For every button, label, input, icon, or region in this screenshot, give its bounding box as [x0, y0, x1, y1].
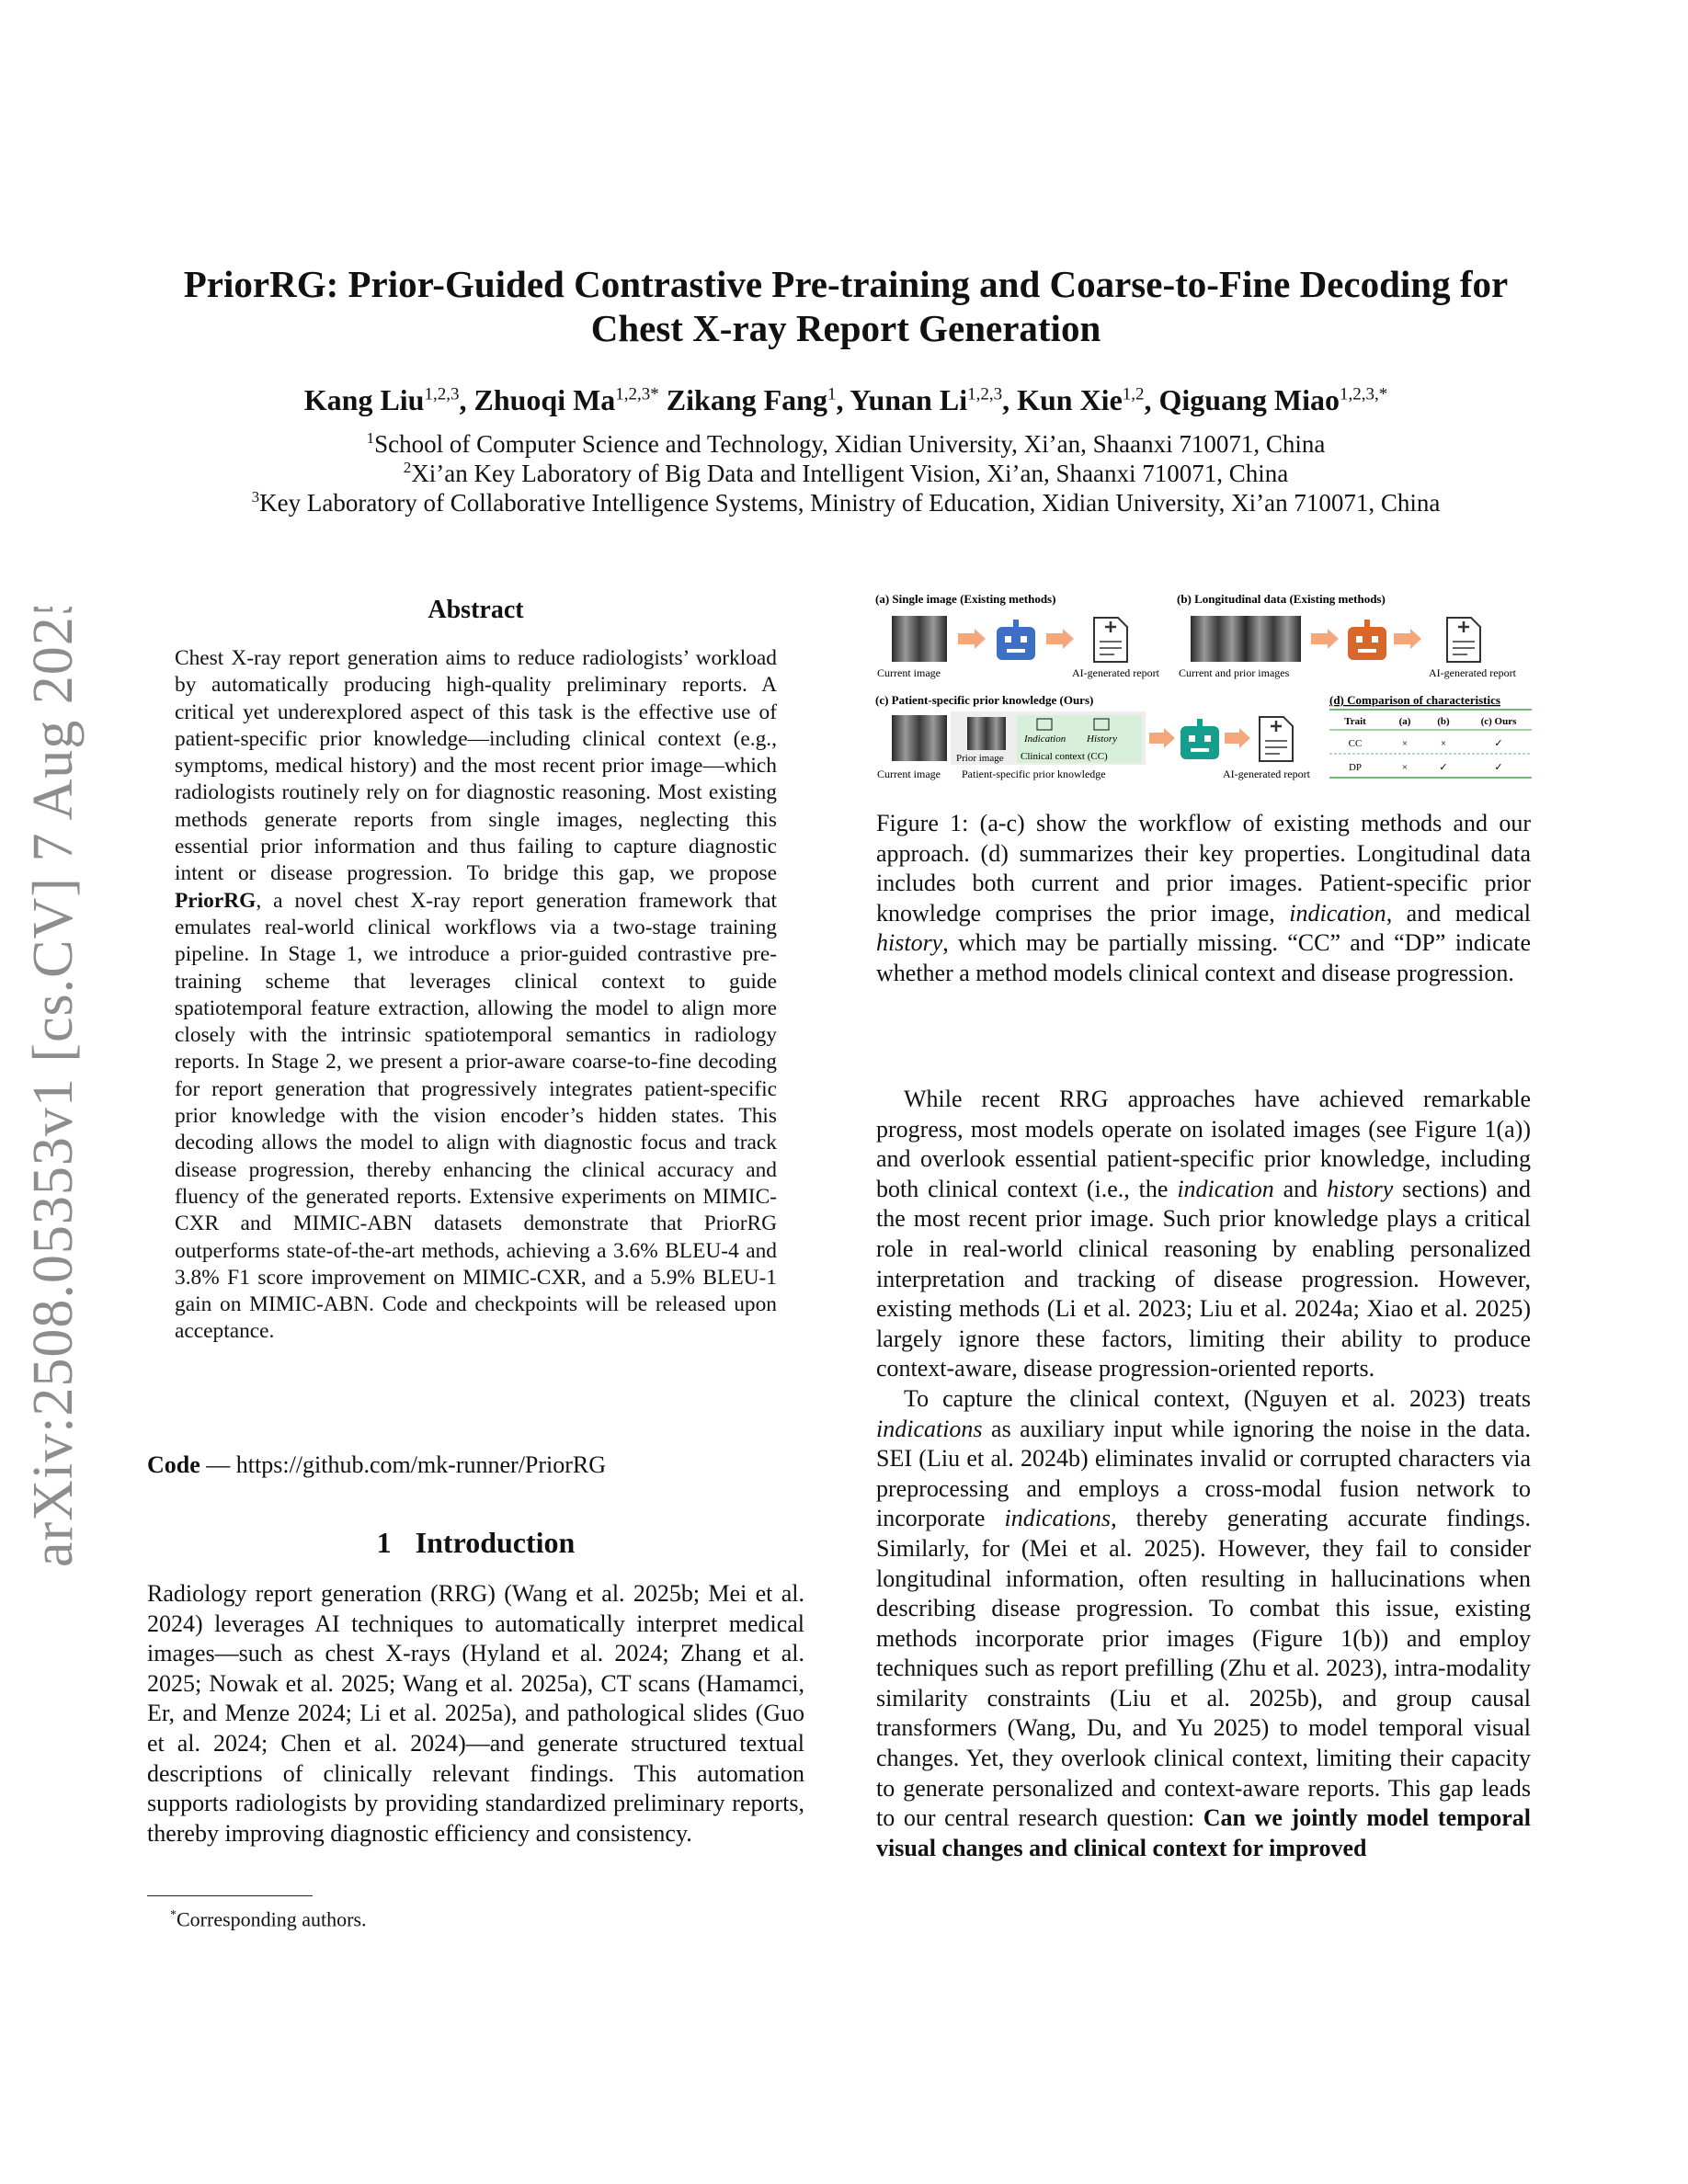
code-link-line — [147, 1450, 809, 1480]
caption-text: Figure 1: (a-c) show the workflow of existing methods and our approach. (d) summarizes their key properties. Longitudinal data includes both current and prior images. Patient-specific prior knowledge comprises the prior image, — [876, 810, 1531, 927]
current-image-label: Current image — [877, 666, 941, 679]
footnote — [170, 1903, 367, 1932]
author-affil-mark: 1 — [827, 384, 837, 404]
footnote-text: Corresponding authors. — [177, 1907, 367, 1931]
italic-term: indications — [1004, 1505, 1112, 1532]
prior-xray-image — [967, 717, 1006, 750]
caption-italic: history — [876, 929, 943, 957]
section-title: Introduction — [415, 1526, 576, 1559]
arrow-icon — [1394, 629, 1421, 649]
affiliation-text: Key Laboratory of Collaborative Intelligence Systems, Ministry of Education, Xidian University, Xi’an 710071, China — [259, 489, 1441, 517]
text-run: To capture the clinical context, (Nguyen et al. 2023) treats — [904, 1384, 1531, 1412]
report-icon — [1094, 618, 1127, 662]
text-run: While recent RRG approaches have achieved remarkable progress, most models operate on isolated images (see Figure 1(a)) and overlook essential patient-specific prior knowledge, including both clinical context (i.e., the — [876, 1086, 1531, 1202]
author-name: Kang Liu — [303, 383, 425, 416]
panel-a-label: (a) Single image (Existing methods) — [875, 592, 1056, 606]
ai-report-label: AI-generated report — [1429, 666, 1516, 679]
arrow-icon — [1149, 728, 1175, 748]
affiliation-text: School of Computer Science and Technology, Xidian University, Xi’an, Shaanxi 710071, China — [374, 430, 1326, 458]
arxiv-stamp — [17, 607, 90, 1572]
affiliation-1 — [110, 429, 1581, 459]
title-line-1: PriorRG: Prior-Guided Contrastive Pre-training and Coarse-to-Fine Decoding for — [183, 263, 1509, 305]
arrow-icon — [1046, 629, 1074, 649]
author-separator: , — [459, 383, 474, 416]
author-name: Zikang Fang — [666, 383, 827, 416]
robot-icon — [1180, 719, 1219, 759]
abstract-text-part: Chest X-ray report generation aims to reduce radiologists’ workload by automatically producing high-quality preliminary reports. A critical yet underexplored aspect of this task is the effective use of patient-specific prior knowledge—including clinical context (e.g., symptoms, medical history) and the most recent prior image—which radiologists routinely rely on for diagnostic reasoning. Most existing methods generate reports from single images, neglecting this essential prior information and thus failing to capture diagnostic intent or disease progression. To bridge this gap, we propose — [175, 646, 777, 886]
footnote-rule — [147, 1895, 313, 1896]
table-cell: ✓ — [1494, 738, 1503, 749]
report-icon — [1260, 717, 1293, 761]
affiliation-mark: 1 — [366, 429, 375, 447]
author-list — [110, 381, 1581, 418]
history-label: History — [1087, 734, 1117, 745]
abstract-body — [175, 645, 777, 1346]
author-affil-mark: 1,2,3,* — [1339, 384, 1388, 404]
arrow-icon — [958, 629, 986, 649]
table-header: (a) — [1398, 716, 1411, 727]
prior-xray-image — [1246, 616, 1301, 662]
current-xray-image — [1191, 616, 1246, 662]
footnote-mark: * — [170, 1908, 177, 1922]
method-name: PriorRG — [175, 888, 257, 913]
affiliation-text: Xi’an Key Laboratory of Big Data and Intelligent Vision, Xi’an, Shaanxi 710071, China — [411, 460, 1289, 487]
text-run: sections) and the most recent prior image. Such prior knowledge plays a critical role in real-world clinical reasoning by enabling personalized interpretation and tracking of disease progression. However, existing methods (Li et al. 2023; Liu et al. 2024a; Xiao et al. 2025) largely ignore these factors, limiting their ability to produce context-aware, disease progression-oriented reports. — [876, 1175, 1532, 1382]
text-run: and — [1273, 1175, 1328, 1202]
author-name: Qiguang Miao — [1158, 383, 1340, 416]
report-icon — [1447, 618, 1480, 662]
table-cell: × — [1401, 738, 1409, 749]
current-xray-image — [892, 715, 947, 761]
robot-icon — [997, 620, 1035, 660]
author-affil-mark: 1,2,3 — [424, 384, 460, 404]
italic-term: history — [1327, 1175, 1394, 1202]
author-affil-mark: 1,2 — [1122, 384, 1145, 404]
figure-1 — [873, 590, 1535, 789]
panel-c-label: (c) Patient-specific prior knowledge (Ours) — [875, 693, 1094, 707]
figure-1-caption — [876, 809, 1531, 989]
research-question: Can we jointly model temporal visual changes and clinical context for improved — [876, 1804, 1531, 1861]
italic-term: indication — [1177, 1175, 1274, 1202]
ai-report-label: AI-generated report — [1223, 768, 1310, 780]
author-separator: , — [1002, 383, 1018, 416]
code-dash: — — [200, 1451, 236, 1478]
table-cell: ✓ — [1494, 762, 1503, 773]
intro-paragraph: Radiology report generation (RRG) (Wang et al. 2025b; Mei et al. 2024) leverages AI techniques to automatically interpret medical images—such as chest X-rays (Hyland et al. 2024; Zhang et al. 2025; Nowak et al. 2025; Wang et al. 2025a), CT scans (Hamamci, Er, and Menze 2024; Li et al. 2025a), and pathological slides (Guo et al. 2024; Chen et al. 2024)—and generate structured textual descriptions of clinically relevant findings. This automation supports radiologists by providing standardized preliminary reports, thereby improving diagnostic efficiency and consistency. — [147, 1580, 804, 1847]
code-label: Code — [147, 1451, 200, 1478]
table-header: Trait — [1344, 716, 1366, 727]
ai-report-label: AI-generated report — [1072, 666, 1159, 679]
text-run: as auxiliary input while ignoring the noise in the data. SEI (Liu et al. 2024b) eliminates invalid or corrupted characters via preprocessing and employs a cross-modal fusion network to incorporate — [876, 1415, 1531, 1532]
affiliation-mark: 2 — [403, 459, 412, 476]
table-cell: × — [1440, 738, 1447, 749]
author-separator: , — [1144, 383, 1159, 416]
code-url-link[interactable]: https://github.com/mk-runner/PriorRG — [235, 1451, 607, 1478]
table-cell: × — [1401, 762, 1409, 773]
panel-b-label: (b) Longitudinal data (Existing methods) — [1177, 592, 1386, 606]
clinical-context-label: Clinical context (CC) — [1021, 751, 1108, 762]
affiliation-mark: 3 — [251, 488, 260, 506]
italic-term: indications — [876, 1415, 983, 1442]
author-name: Yunan Li — [850, 383, 968, 416]
abstract-heading: Abstract — [428, 596, 524, 624]
panel-d-label: (d) Comparison of characteristics — [1329, 693, 1500, 707]
arxiv-stamp-text: arXiv:2508.05353v1 [cs.CV] 7 Aug 2025 — [22, 607, 85, 1567]
robot-icon — [1348, 620, 1386, 660]
table-cell: CC — [1348, 738, 1363, 749]
introduction-body — [147, 1579, 804, 1848]
paragraph — [876, 1384, 1531, 1864]
caption-italic: indication — [1289, 899, 1386, 927]
current-image-label: Current image — [877, 768, 941, 780]
table-cell: ✓ — [1439, 762, 1448, 773]
section-number: 1 — [376, 1526, 392, 1559]
author-affil-mark: 1,2,3* — [615, 384, 659, 404]
arrow-icon — [1225, 728, 1250, 748]
patient-prior-label: Patient-specific prior knowledge — [962, 768, 1106, 780]
caption-text: , which may be partially missing. “CC” and “DP” indicate whether a method models clinical context and disease progression. — [876, 929, 1531, 986]
arrow-icon — [1311, 629, 1339, 649]
paper-title — [110, 262, 1581, 350]
right-column-body — [876, 1085, 1531, 1863]
author-name: Zhuoqi Ma — [473, 383, 616, 416]
table-header: (b) — [1437, 716, 1450, 727]
author-separator — [659, 383, 667, 416]
author-separator: , — [836, 383, 850, 416]
text-run: , thereby generating accurate findings. Similarly, for (Mei et al. 2025). However, they fail to consider longitudinal information, often resulting in hallucinations when describing disease progression. To combat this issue, existing methods incorporate prior images (Figure 1(b)) and employ techniques such as report prefilling (Zhu et al. 2023), intra-modality similarity constraints (Liu et al. 2025b), and group causal transformers (Wang, Du, and Yu 2025) to model temporal visual changes. Yet, they overlook clinical context, limiting their capacity to generate personalized and context-aware reports. This gap leads to our central research question: — [876, 1505, 1531, 1832]
affiliation-3 — [110, 488, 1581, 518]
title-line-2: Chest X-ray Report Generation — [590, 307, 1101, 349]
table-cell: DP — [1348, 762, 1363, 773]
abstract-text-part: , a novel chest X-ray report generation framework that emulates real-world clinical workflows via a two-stage training pipeline. In Stage 1, we introduce a prior-guided contrastive pre-training scheme that leverages clinical context to guide spatiotemporal feature extraction, allowing the model to align more closely with the intrinsic spatiotemporal semantics in radiology reports. In Stage 2, we present a prior-aware coarse-to-fine decoding for report generation that progressively integrates patient-specific prior knowledge with the vision encoder’s hidden states. This decoding allows the model to align with diagnostic focus and track disease progression, thereby enhancing the clinical accuracy and fluency of the generated reports. Extensive experiments on MIMIC-CXR and MIMIC-ABN datasets demonstrate that PriorRG outperforms state-of-the-art methods, achieving a 3.6% BLEU-4 and 3.8% F1 score improvement on MIMIC-CXR, and a 5.9% BLEU-1 gain on MIMIC-ABN. Code and checkpoints will be released upon acceptance. — [175, 888, 777, 1344]
prior-image-label: Prior image — [956, 753, 1004, 764]
comparison-table — [1329, 710, 1532, 778]
table-header: (c) Ours — [1480, 716, 1517, 727]
author-name: Kun Xie — [1017, 383, 1123, 416]
author-affil-mark: 1,2,3 — [967, 384, 1003, 404]
current-xray-image — [892, 616, 947, 662]
current-and-prior-label: Current and prior images — [1179, 666, 1290, 679]
indication-label: Indication — [1024, 734, 1066, 745]
affiliation-2 — [110, 459, 1581, 488]
section-heading-introduction — [147, 1526, 804, 1560]
caption-text: , and medical — [1386, 899, 1531, 927]
paragraph — [876, 1085, 1531, 1384]
